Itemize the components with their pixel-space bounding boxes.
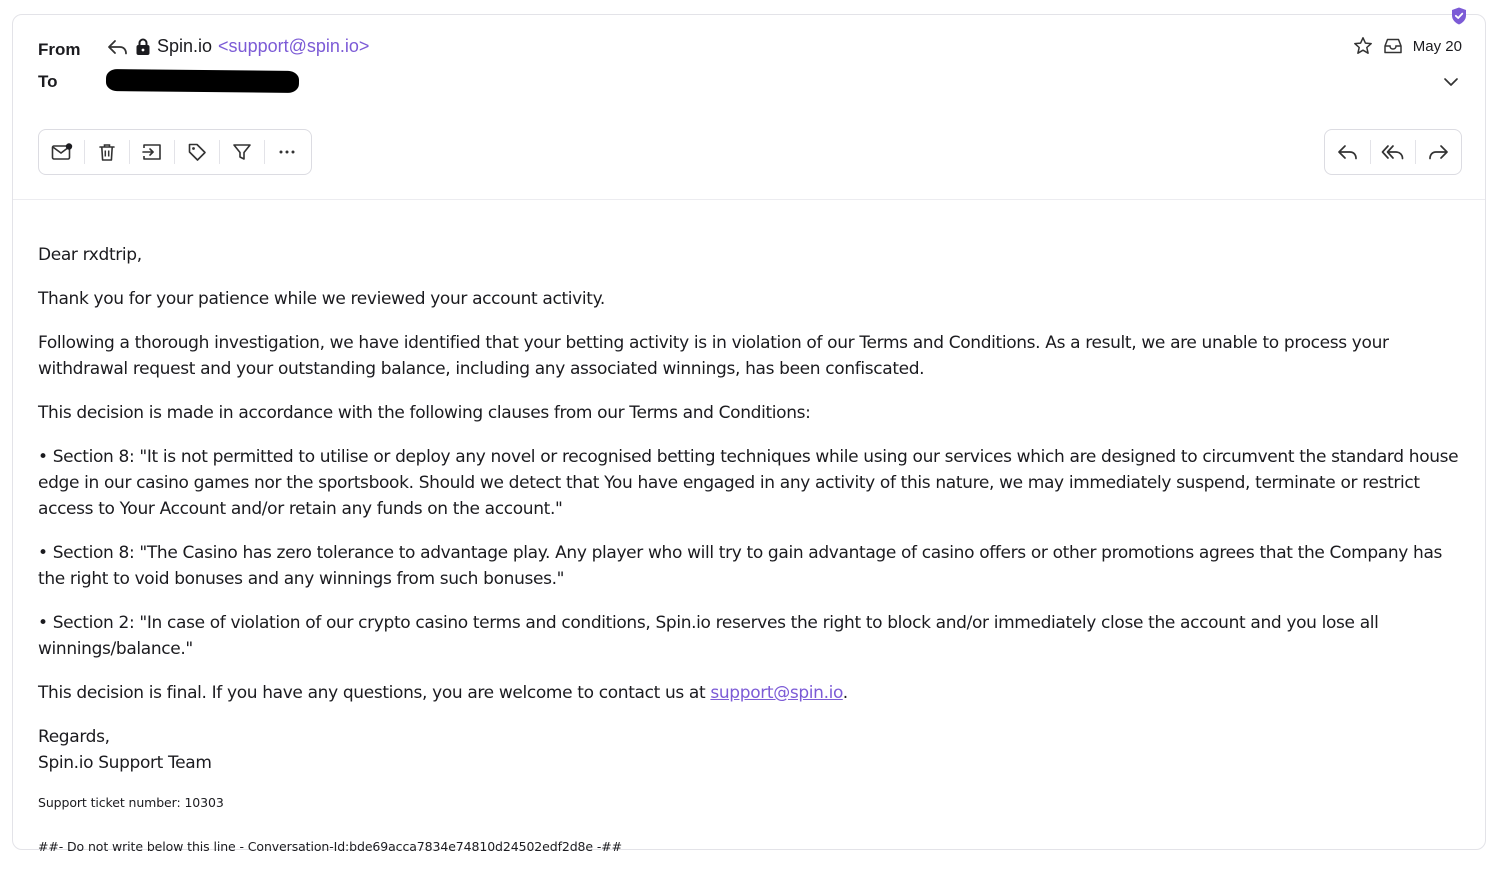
mark-unread-icon <box>51 142 73 162</box>
clause-section-2: • Section 2: "In case of violation of our crypto casino terms and conditions, Spin.io reserves the right to block and/or immediately close the account and you lose all winnings/balance." <box>38 613 1379 659</box>
forward-icon <box>1427 142 1449 162</box>
trash-icon <box>97 142 117 162</box>
reply-actions-toolbar <box>1324 129 1462 175</box>
paragraph-investigation: Following a thorough investigation, we have identified that your betting activity is in violation of our Terms and Conditions. As a result, we are unable to process your withdrawal request and your outstanding balance, including any associated winnings, has been confiscated. <box>38 333 1389 379</box>
lock-icon <box>135 38 151 56</box>
clause-section-8-a: • Section 8: "It is not permitted to utilise or deploy any novel or recognised betting techniques while using our services which are designed to circumvent the standard house edge in our casino games nor the sportsbook. Should we detect that You have engaged in any activity of this nature, we may immediately suspend, terminate or restrict access to Your Account and/or retain any funds on the account." <box>38 447 1459 519</box>
more-actions-button[interactable] <box>264 130 309 174</box>
regards-text: Regards, <box>38 727 110 747</box>
sender-email: <support@spin.io> <box>218 36 370 56</box>
message-meta <box>1353 36 1462 56</box>
filter-button[interactable] <box>219 130 264 174</box>
clause-section-8-b: • Section 8: "The Casino has zero tolerance to advantage play. Any player who will try to gain advantage of casino offers or other promotions agrees that the Company has the right to void bonuses and any winnings from such bonuses." <box>38 543 1443 589</box>
final-period: . <box>842 683 848 703</box>
more-icon <box>277 142 297 162</box>
reply-icon <box>1337 142 1359 162</box>
chevron-down-icon[interactable] <box>1441 72 1461 92</box>
support-email-link[interactable]: support@spin.io <box>710 683 843 703</box>
star-icon[interactable] <box>1353 36 1373 56</box>
paragraph-final <box>38 680 1468 706</box>
paragraph-thanks: Thank you for your patience while we reviewed your account activity. <box>38 289 605 309</box>
move-icon <box>141 142 163 162</box>
from-label: From <box>38 40 81 59</box>
sender-row[interactable] <box>107 36 369 57</box>
paragraph-clauses-intro: This decision is made in accordance with the following clauses from our Terms and Conditions: <box>38 403 811 423</box>
move-button[interactable] <box>129 130 174 174</box>
verified-shield-icon <box>1451 7 1467 25</box>
replied-icon <box>107 37 129 57</box>
header-divider <box>13 199 1485 200</box>
redacted-recipient <box>106 69 299 93</box>
conversation-id: ##- Do not write below this line - Conversation-Id:bde69acca7834e74810d24502edf2d8e -## <box>38 839 623 854</box>
message-body <box>38 242 1468 878</box>
to-label: To <box>38 72 58 91</box>
label-button[interactable] <box>174 130 219 174</box>
delete-button[interactable] <box>84 130 129 174</box>
ticket-number: Support ticket number: 10303 <box>38 795 224 810</box>
closing <box>38 724 1468 776</box>
reply-all-button[interactable] <box>1370 130 1415 174</box>
inbox-icon <box>1383 37 1403 55</box>
reply-button[interactable] <box>1325 130 1370 174</box>
greeting: Dear rxdtrip, <box>38 245 142 265</box>
tag-icon <box>187 142 207 162</box>
filter-icon <box>232 142 252 162</box>
forward-button[interactable] <box>1415 130 1460 174</box>
sender-name: Spin.io <box>157 36 213 56</box>
message-actions-toolbar <box>38 129 312 175</box>
mark-unread-button[interactable] <box>39 130 84 174</box>
signature: Spin.io Support Team <box>38 753 212 773</box>
message-date: May 20 <box>1412 37 1462 55</box>
final-text: This decision is final. If you have any questions, you are welcome to contact us at <box>38 683 711 703</box>
reply-all-icon <box>1381 142 1405 162</box>
